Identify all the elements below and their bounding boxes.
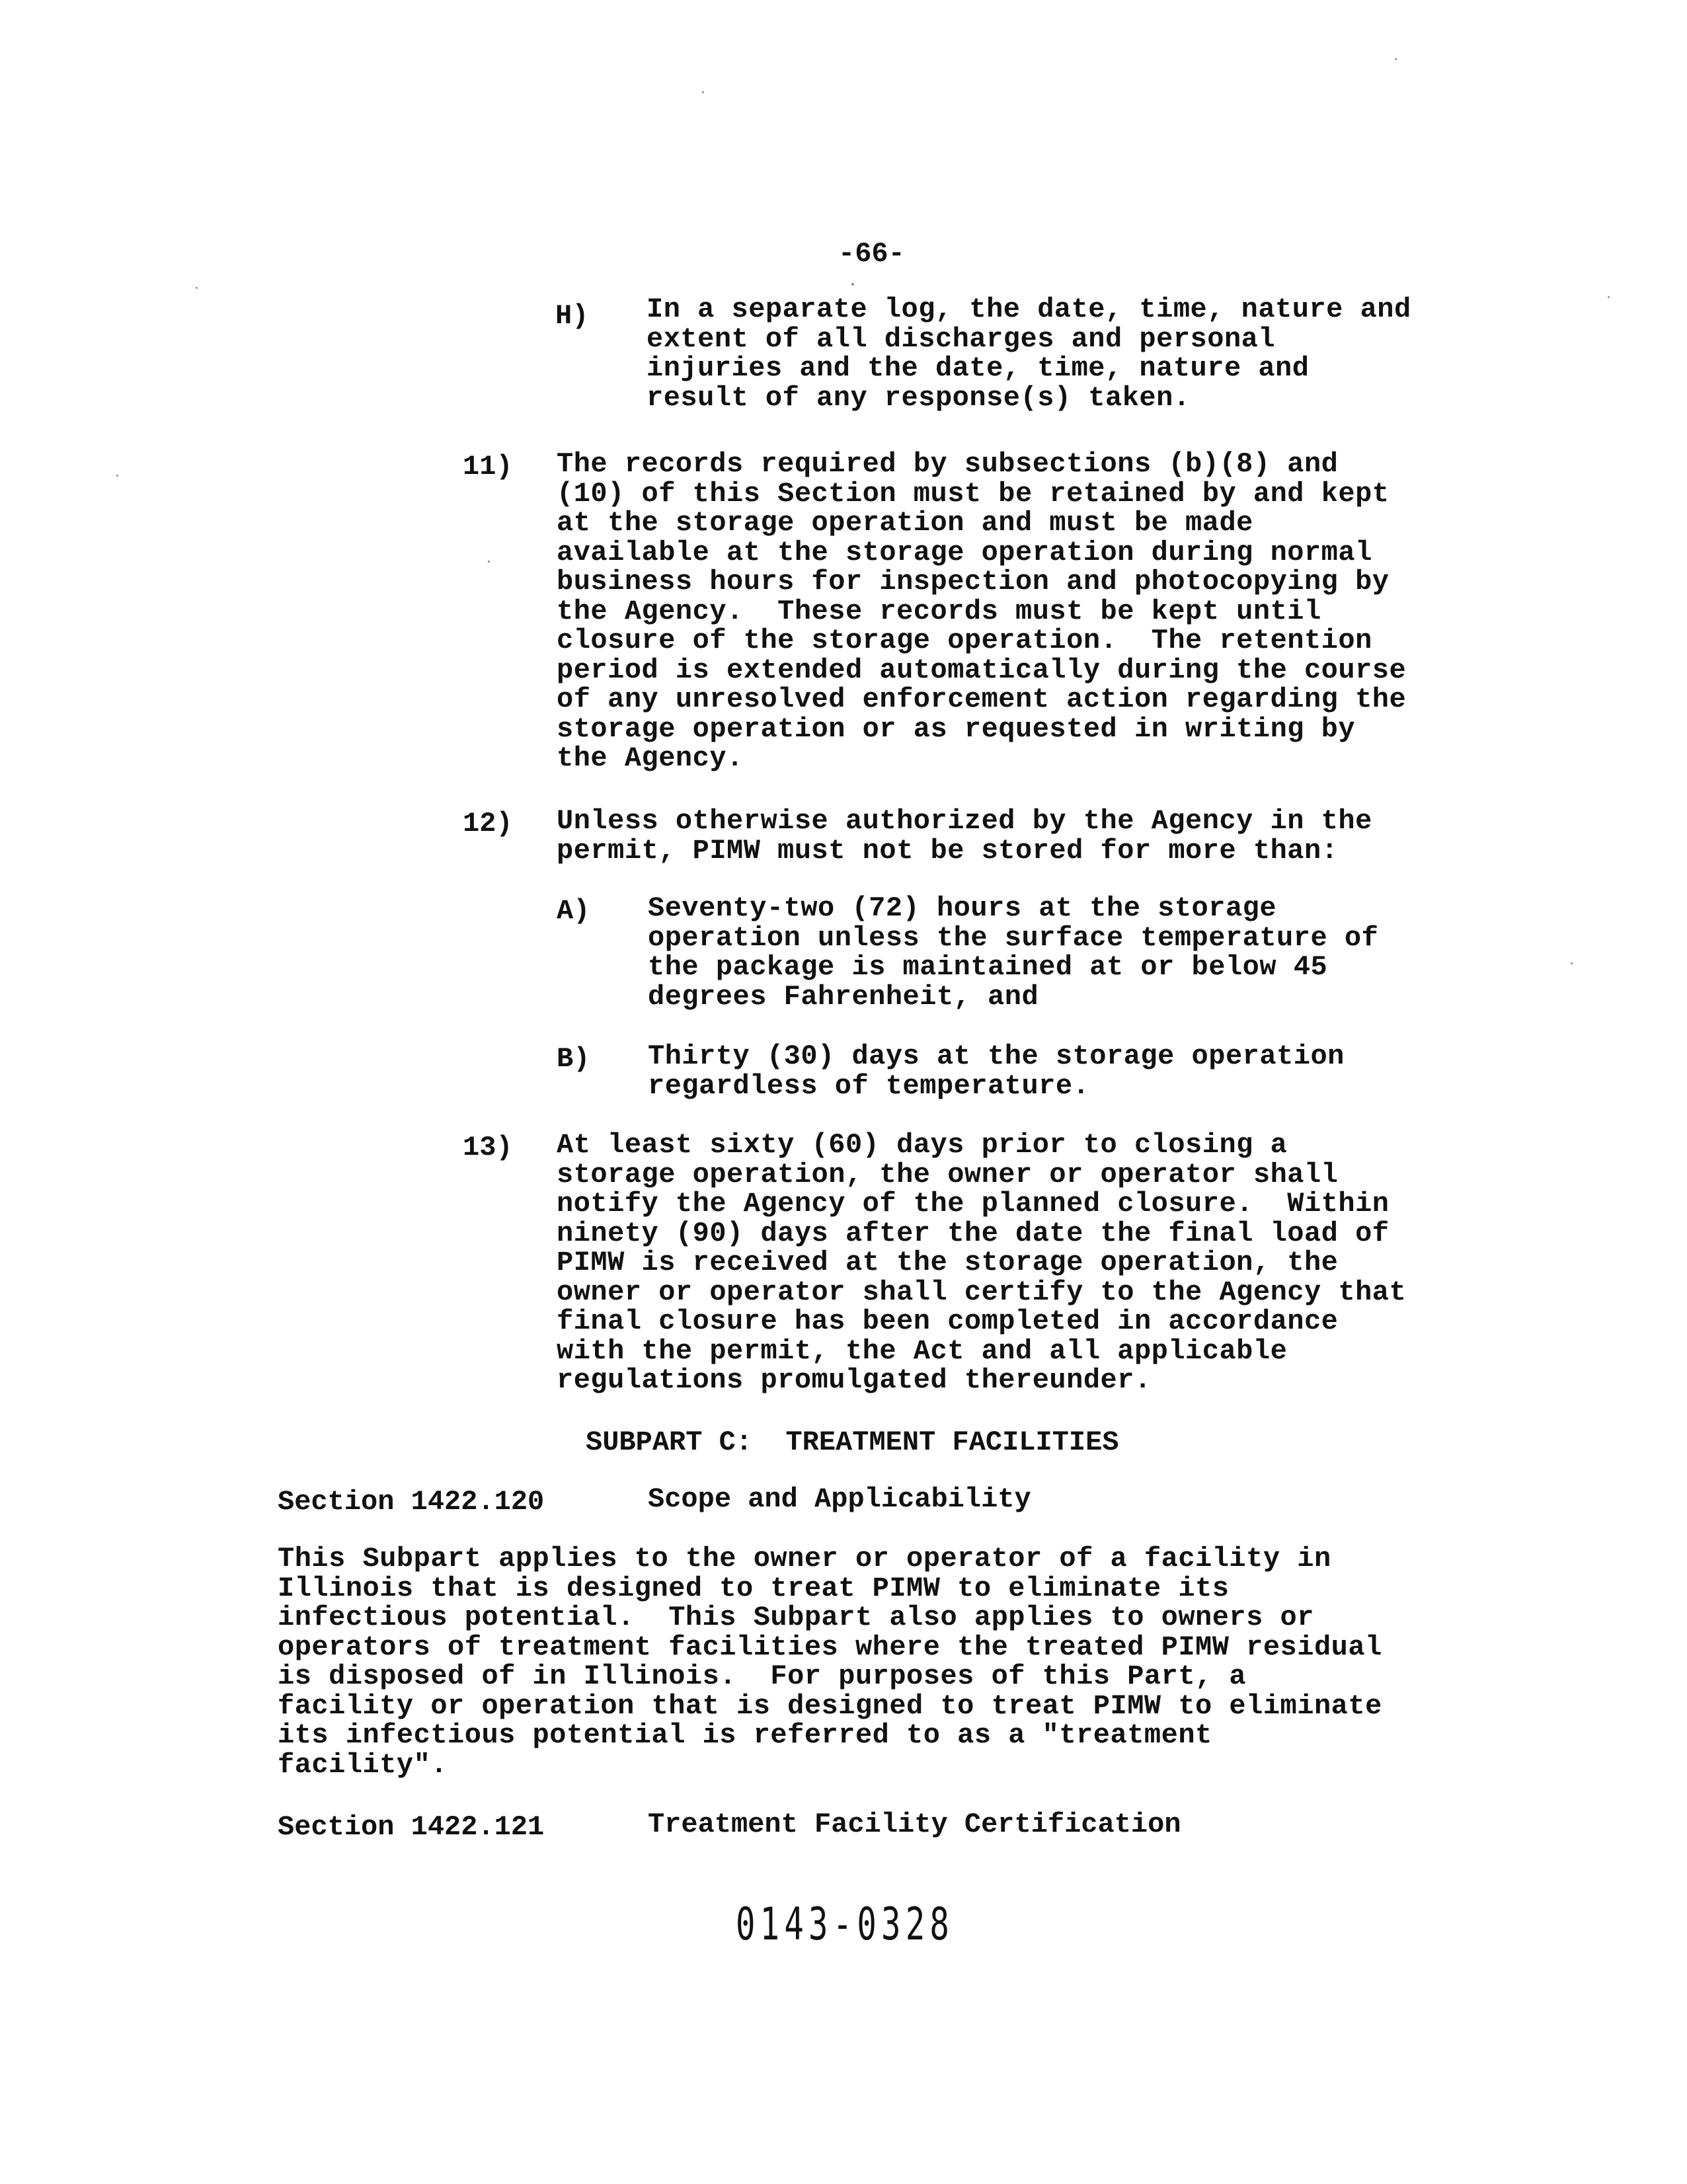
text-line: Illinois that is designed to treat PIMW to eliminate its: [278, 1572, 1230, 1604]
text-line: at the storage operation and must be made: [557, 507, 1253, 539]
text-line: ninety (90) days after the date the final load of: [557, 1217, 1390, 1249]
item-12a-text: [648, 894, 1378, 1011]
page-number: -66-: [838, 238, 905, 270]
text-line: Unless otherwise authorized by the Agency in the: [557, 805, 1372, 837]
text-line: infectious potential. This Subpart also applies to owners or: [278, 1602, 1314, 1633]
scan-speck: [851, 283, 854, 286]
text-line: (10) of this Section must be retained by and kept: [557, 477, 1390, 510]
text-line: notify the Agency of the planned closure. Within: [557, 1188, 1390, 1220]
text-line: At least sixty (60) days prior to closing a: [557, 1129, 1288, 1161]
text-line: injuries and the date, time, nature and: [647, 352, 1310, 384]
text-line: with the permit, the Act and all applicable: [557, 1335, 1288, 1367]
text-line: operation unless the surface temperature of: [648, 921, 1379, 954]
text-line: PIMW is received at the storage operation, the: [557, 1247, 1339, 1278]
item-13-marker: 13): [463, 1132, 513, 1163]
text-line: closure of the storage operation. The retention: [557, 625, 1372, 656]
text-line: degrees Fahrenheit, and: [648, 980, 1039, 1013]
text-line: permit, PIMW must not be stored for more than:: [557, 834, 1339, 867]
item-12a-marker: A): [557, 895, 590, 927]
text-line: of any unresolved enforcement action regarding the: [557, 683, 1407, 715]
text-line: the package is maintained at or below 45: [648, 951, 1328, 983]
text-line: storage operation or as requested in writing by: [557, 713, 1356, 745]
text-line: final closure has been completed in accordance: [557, 1306, 1339, 1337]
section-121-title: Treatment Facility Certification: [648, 1809, 1181, 1840]
text-line: available at the storage operation during normal: [557, 536, 1372, 568]
document-id-stamp: 0143-0328: [736, 1898, 955, 1951]
item-h-text: [647, 295, 1411, 412]
scan-speck: [1395, 58, 1397, 60]
item-11-text: [557, 449, 1406, 773]
scan-speck: [488, 561, 490, 563]
scan-speck: [196, 287, 198, 289]
item-13-text: [557, 1130, 1406, 1395]
text-line: This Subpart applies to the owner or operator of a facility in: [278, 1543, 1331, 1575]
text-line: facility or operation that is designed to treat PIMW to eliminate: [278, 1690, 1382, 1722]
section-121-number: Section 1422.121: [278, 1811, 545, 1843]
item-12b-marker: B): [557, 1043, 590, 1075]
scan-speck: [1608, 296, 1610, 298]
text-line: the Agency. These records must be kept until: [557, 595, 1321, 627]
subpart-heading: SUBPART C: TREATMENT FACILITIES: [586, 1426, 1119, 1458]
item-h-marker: H): [555, 300, 589, 332]
text-line: extent of all discharges and personal: [647, 323, 1276, 355]
text-line: its infectious potential is referred to as a "treatment: [278, 1719, 1212, 1751]
text-line: regulations promulgated thereunder.: [557, 1364, 1152, 1396]
scan-speck: [702, 91, 704, 93]
text-line: period is extended automatically during the course: [557, 654, 1407, 686]
section-120-body: [278, 1544, 1382, 1779]
text-line: Thirty (30) days at the storage operation: [648, 1040, 1345, 1072]
text-line: In a separate log, the date, time, nature and: [647, 293, 1411, 325]
scan-speck: [1571, 962, 1573, 964]
item-12b-text: [648, 1042, 1345, 1101]
item-11-marker: 11): [463, 451, 513, 483]
text-line: result of any response(s) taken.: [647, 381, 1191, 414]
text-line: regardless of temperature.: [648, 1070, 1090, 1102]
text-line: is disposed of in Illinois. For purposes of this Part, a: [278, 1660, 1247, 1692]
section-120-title: Scope and Applicability: [648, 1483, 1031, 1515]
text-line: storage operation, the owner or operator shall: [557, 1158, 1339, 1190]
section-120-number: Section 1422.120: [278, 1486, 545, 1518]
text-line: operators of treatment facilities where the treated PIMW residual: [278, 1631, 1382, 1663]
text-line: owner or operator shall certify to the Agency that: [557, 1276, 1407, 1308]
text-line: Seventy-two (72) hours at the storage: [648, 892, 1277, 924]
text-line: The records required by subsections (b)(8) and: [557, 448, 1339, 480]
scan-speck: [116, 475, 118, 477]
item-12-marker: 12): [463, 808, 513, 839]
text-line: business hours for inspection and photocopying by: [557, 566, 1390, 598]
text-line: the Agency.: [557, 742, 744, 774]
text-line: facility".: [278, 1748, 448, 1781]
item-12-text: [557, 806, 1372, 865]
